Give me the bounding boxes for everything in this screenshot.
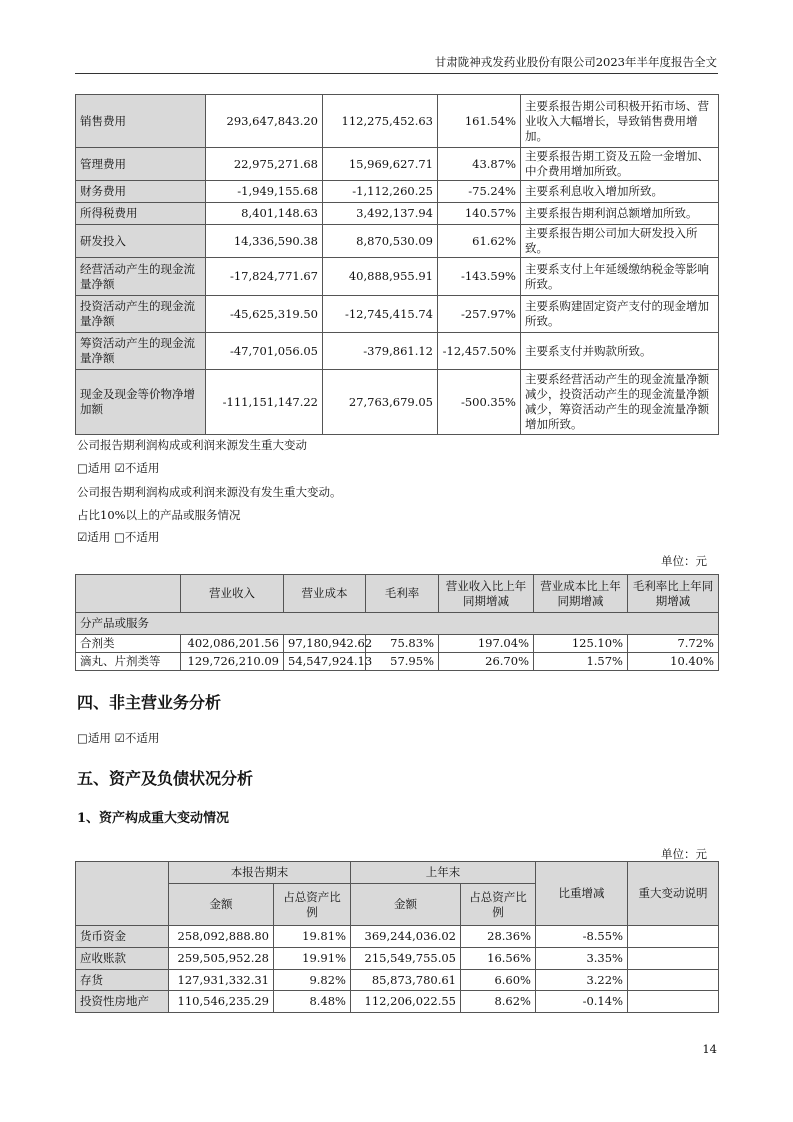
table-cell — [628, 926, 719, 948]
section-row — [76, 613, 719, 635]
section-heading: 四、非主营业务分析 — [77, 693, 222, 712]
table-cell: 27,763,679.05 — [323, 370, 438, 435]
table-cell: 112,275,452.63 — [323, 95, 438, 148]
table-cell: 1.57% — [534, 653, 628, 671]
table-cell: 主要系支付上年延缓缴纳税金等影响所致。 — [521, 258, 719, 296]
unit-label: 单位：元 — [661, 554, 707, 568]
table-cell: 125.10% — [534, 635, 628, 653]
header-row — [76, 575, 719, 613]
table-cell: 主要系经营活动产生的现金流量净额减少，投资活动产生的现金流量净额减少，筹资活动产生的现金流量净额增加所致。 — [521, 370, 719, 435]
table-cell: 402,086,201.56 — [181, 635, 284, 653]
table-cell: 主要系支付并购款所致。 — [521, 333, 719, 370]
expense-change-table — [75, 94, 719, 435]
table-cell: 14,336,590.38 — [206, 225, 323, 258]
header-cell: 营业收入比上年同期增减 — [439, 575, 534, 613]
table-cell: 127,931,332.31 — [169, 970, 274, 991]
section-label: 分产品或服务 — [76, 613, 719, 635]
table-cell: 9.82% — [274, 970, 351, 991]
header-cell: 比重增减 — [536, 862, 628, 926]
page-number: 14 — [702, 1042, 717, 1056]
table-cell: 26.70% — [439, 653, 534, 671]
row-label: 投资活动产生的现金流量净额 — [76, 296, 206, 333]
row-label: 滴丸、片剂类等 — [76, 653, 181, 671]
table-cell: -0.14% — [536, 991, 628, 1013]
table-cell: 40,888,955.91 — [323, 258, 438, 296]
table-cell — [628, 991, 719, 1013]
table-cell: 3,492,137.94 — [323, 203, 438, 225]
table-cell: -143.59% — [438, 258, 521, 296]
header-cell: 毛利率 — [366, 575, 439, 613]
table-cell: 112,206,022.55 — [351, 991, 461, 1013]
table-row — [76, 148, 719, 181]
row-label: 投资性房地产 — [76, 991, 169, 1013]
section-heading: 五、资产及负债状况分析 — [77, 769, 254, 788]
row-label: 现金及现金等价物净增加额 — [76, 370, 206, 435]
table-cell: 主要系报告期公司积极开拓市场、营业收入大幅增长，导致销售费用增加。 — [521, 95, 719, 148]
header-cell: 营业成本比上年同期增减 — [534, 575, 628, 613]
table-cell: 75.83% — [366, 635, 439, 653]
table-cell: 7.72% — [628, 635, 719, 653]
header-cell: 营业成本 — [284, 575, 366, 613]
table-row — [76, 258, 719, 296]
table-cell: 3.35% — [536, 948, 628, 970]
row-label: 所得税费用 — [76, 203, 206, 225]
header-cell: 占总资产比例 — [274, 884, 351, 926]
table-row — [76, 970, 719, 991]
table-cell: 6.60% — [461, 970, 536, 991]
table-cell: 8.62% — [461, 991, 536, 1013]
row-label: 存货 — [76, 970, 169, 991]
table-row — [76, 926, 719, 948]
table-cell: 129,726,210.09 — [181, 653, 284, 671]
table-row — [76, 296, 719, 333]
row-label: 管理费用 — [76, 148, 206, 181]
table-cell: 85,873,780.61 — [351, 970, 461, 991]
table-cell: -17,824,771.67 — [206, 258, 323, 296]
applicability-option: ☑适用 □不适用 — [77, 530, 160, 544]
header-cell: 金额 — [351, 884, 461, 926]
table-cell: -47,701,056.05 — [206, 333, 323, 370]
profit-no-change-note: 公司报告期利润构成或利润来源没有发生重大变动。 — [77, 485, 342, 499]
header-cell: 毛利率比上年同期增减 — [628, 575, 719, 613]
row-label: 财务费用 — [76, 181, 206, 203]
table-cell: 293,647,843.20 — [206, 95, 323, 148]
table-cell: 369,244,036.02 — [351, 926, 461, 948]
product-revenue-table — [75, 574, 719, 671]
table-cell: 97,180,942.62 — [284, 635, 366, 653]
table-cell: -12,745,415.74 — [323, 296, 438, 333]
table-row — [76, 635, 719, 653]
table-cell: 19.91% — [274, 948, 351, 970]
table-cell: 57.95% — [366, 653, 439, 671]
header-cell: 占总资产比例 — [461, 884, 536, 926]
asset-composition-table — [75, 861, 719, 1013]
table-cell: 28.36% — [461, 926, 536, 948]
running-header: 甘肃陇神戎发药业股份有限公司2023年半年度报告全文 — [434, 55, 717, 69]
table-cell: -75.24% — [438, 181, 521, 203]
subsection-heading: 1、资产构成重大变动情况 — [77, 811, 230, 826]
row-label: 合剂类 — [76, 635, 181, 653]
table-cell: 110,546,235.29 — [169, 991, 274, 1013]
table-cell: 16.56% — [461, 948, 536, 970]
table-cell — [628, 970, 719, 991]
table-cell: -1,949,155.68 — [206, 181, 323, 203]
table-cell: -500.35% — [438, 370, 521, 435]
header-cell: 营业收入 — [181, 575, 284, 613]
row-label: 研发投入 — [76, 225, 206, 258]
table-cell: -111,151,147.22 — [206, 370, 323, 435]
table-cell: 8.48% — [274, 991, 351, 1013]
table-cell: 主要系报告期公司加大研发投入所致。 — [521, 225, 719, 258]
table-cell: -257.97% — [438, 296, 521, 333]
table-row — [76, 95, 719, 148]
table-cell: -8.55% — [536, 926, 628, 948]
table-cell — [628, 948, 719, 970]
table-cell: 主要系利息收入增加所致。 — [521, 181, 719, 203]
table-cell: 61.62% — [438, 225, 521, 258]
table-cell: 197.04% — [439, 635, 534, 653]
header-cell — [76, 862, 169, 926]
header-cell: 金额 — [169, 884, 274, 926]
row-label: 筹资活动产生的现金流量净额 — [76, 333, 206, 370]
table-cell: 19.81% — [274, 926, 351, 948]
table-row — [76, 370, 719, 435]
table-row — [76, 948, 719, 970]
table-cell: 54,547,924.13 — [284, 653, 366, 671]
table-cell: 140.57% — [438, 203, 521, 225]
row-label: 货币资金 — [76, 926, 169, 948]
table-row — [76, 991, 719, 1013]
table-cell: -45,625,319.50 — [206, 296, 323, 333]
header-cell: 重大变动说明 — [628, 862, 719, 926]
table-row — [76, 333, 719, 370]
applicability-option: □适用 ☑不适用 — [77, 461, 160, 475]
table-cell: 主要系报告期工资及五险一金增加、中介费用增加所致。 — [521, 148, 719, 181]
table-cell: 8,870,530.09 — [323, 225, 438, 258]
table-cell: 10.40% — [628, 653, 719, 671]
table-cell: 22,975,271.68 — [206, 148, 323, 181]
table-cell: 8,401,148.63 — [206, 203, 323, 225]
table-cell: 258,092,888.80 — [169, 926, 274, 948]
table-row — [76, 181, 719, 203]
table-cell: 161.54% — [438, 95, 521, 148]
table-cell: 215,549,755.05 — [351, 948, 461, 970]
table-cell: 主要系报告期利润总额增加所致。 — [521, 203, 719, 225]
product-share-note: 占比10%以上的产品或服务情况 — [77, 508, 241, 522]
applicability-option: □适用 ☑不适用 — [77, 731, 160, 745]
profit-change-note: 公司报告期利润构成或利润来源发生重大变动 — [77, 438, 307, 452]
table-cell: 43.87% — [438, 148, 521, 181]
table-cell: 15,969,627.71 — [323, 148, 438, 181]
table-cell: -1,112,260.25 — [323, 181, 438, 203]
table-row — [76, 225, 719, 258]
row-label: 经营活动产生的现金流量净额 — [76, 258, 206, 296]
table-row — [76, 653, 719, 671]
header-cell: 上年末 — [351, 862, 536, 884]
header-divider — [75, 73, 718, 74]
table-cell: 3.22% — [536, 970, 628, 991]
header-cell: 本报告期末 — [169, 862, 351, 884]
table-cell: -12,457.50% — [438, 333, 521, 370]
header-cell — [76, 575, 181, 613]
row-label: 应收账款 — [76, 948, 169, 970]
unit-label: 单位：元 — [661, 847, 707, 861]
row-label: 销售费用 — [76, 95, 206, 148]
table-row — [76, 203, 719, 225]
table-cell: -379,861.12 — [323, 333, 438, 370]
table-cell: 259,505,952.28 — [169, 948, 274, 970]
table-cell: 主要系购建固定资产支付的现金增加所致。 — [521, 296, 719, 333]
